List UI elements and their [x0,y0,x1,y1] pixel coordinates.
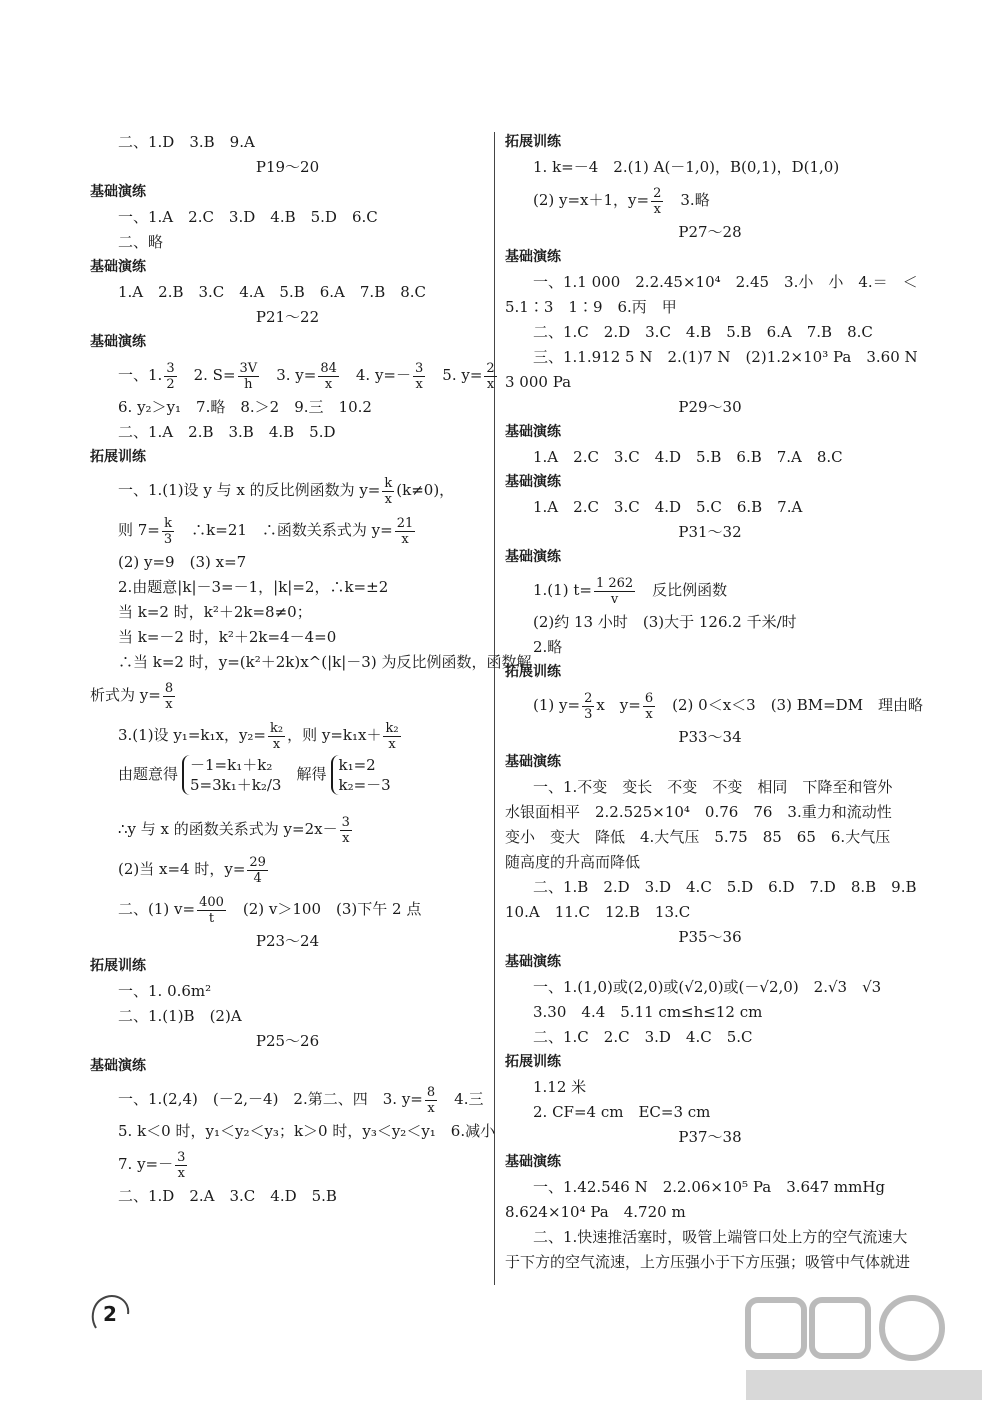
watermark-logo [740,1290,990,1405]
answer-line: 一、1. 0.6m² [118,982,212,1000]
answer-line: 1.A 2.C 3.C 4.D 5.C 6.B 7.A [533,498,803,516]
answer-line: 二、1.D 3.B 9.A [118,133,255,151]
section-heading: 拓展训练 [505,134,561,150]
answer-line: 二、(1) v= $\frac{400}{t}$ (2) v＞100 (3)下午 2 点 [118,894,422,926]
section-heading: 拓展训练 [505,1054,561,1070]
fraction: $\frac{2}{3}$ [584,690,593,722]
answer-line: 二、1.D 2.A 3.C 4.D 5.B [118,1187,337,1205]
fraction: $\frac{3}{2}$ [166,360,175,392]
answer-line: 则 7= $\frac{k}{3}$ ∴k=21 ∴函数关系式为 y= $\frac{21}{x}$ [118,515,414,547]
equation-system: －1=k₁＋k₂ 5=3k₁＋k₂/3 [182,755,281,795]
section-heading: 基础演练 [505,474,561,490]
answer-line: 二、1.C 2.C 3.D 4.C 5.C [533,1028,753,1046]
answer-line: 10.A 11.C 12.B 13.C [505,903,691,921]
fraction: $\frac{400}{t}$ [199,894,224,926]
answer-line: 1.A 2.B 3.C 4.A 5.B 6.A 7.B 8.C [118,283,427,301]
equation-system: k₁=2 k₂=－3 [331,755,391,795]
answer-line: 二、1.(1)B (2)A [118,1007,242,1025]
answer-line: 5. k＜0 时，y₁＜y₂＜y₃；k＞0 时，y₃＜y₂＜y₁ 6.减小 [118,1122,496,1140]
answer-line: 变小 变大 降低 4.大气压 5.75 85 65 6.大气压 [505,828,891,846]
answer-line: 1.A 2.C 3.C 4.D 5.B 6.B 7.A 8.C [533,448,843,466]
section-heading: 拓展训练 [90,958,146,974]
fraction: $\frac{k}{3}$ [163,515,173,547]
answer-line: 二、1.A 2.B 3.B 4.B 5.D [118,423,336,441]
answer-line: 一、1.不变 变长 不变 不变 相同 下降至和管外 [533,778,893,796]
answer-line: (2)约 13 小时 (3)大于 126.2 千米/时 [533,613,797,631]
answer-line: ∴当 k=2 时，y=(k²＋2k)x^(|k|－3) 为反比例函数，函数解 [118,653,532,671]
answer-line: 1. k=－4 2.(1) A(－1,0)，B(0,1)，D(1,0) [533,158,840,176]
answer-line: 一、1. $\frac{3}{2}$ 2. S= $\frac{3V}{h}$ 3. y= $\frac{84}{x}$ 4. y=－ $\frac{3}{x}$ 5. y= $\frac{2}{x}$ [118,360,495,392]
column-divider [494,132,495,1285]
section-heading: 基础演练 [505,754,561,770]
answer-line: 一、1.(2,4) (－2,－4) 2.第二、四 3. y= $\frac{8}{x}$ 4.三 [118,1084,484,1116]
section-heading: 基础演练 [505,424,561,440]
answer-line: (2) y=9 (3) x=7 [118,553,247,571]
fraction: $\frac{\text{k₂}}{x}$ [270,720,284,752]
fraction: $\frac{k}{x}$ [384,475,393,507]
answer-line: 2.略 [533,638,563,656]
answer-line: 6. y₂＞y₁ 7.略 8.＞2 9.三 10.2 [118,398,372,416]
answer-line: 3.30 4.4 5.11 cm≤h≤12 cm [533,1003,763,1021]
answer-line: 随高度的升高而降低 [505,853,641,871]
answer-line: 8.624×10⁴ Pa 4.720 m [505,1203,686,1221]
answer-line: 5.1∶3 1∶9 6.丙 甲 [505,298,677,316]
answer-line: 析式为 y= $\frac{8}{x}$ [90,680,174,712]
section-heading: 基础演练 [90,334,146,350]
right-column [505,130,924,1275]
fraction: $\frac{2}{x}$ [486,360,495,392]
answer-line: 一、1.(1,0)或(2,0)或(√2,0)或(－√2,0) 2.√3 √3 [533,978,882,996]
answer-line: 二、1.快速推活塞时，吸管上端管口处上方的空气流速大 [533,1228,908,1246]
fraction: $\frac{1 262}{v}$ [595,575,634,607]
answer-line: 水银面相平 2.2.525×10⁴ 0.76 76 3.重力和流动性 [505,803,892,821]
fraction: $\frac{3}{x}$ [341,814,350,846]
fraction: $\frac{6}{x}$ [644,690,654,722]
answer-line: (2)当 x=4 时，y= $\frac{29}{4}$ [118,854,266,886]
answer-line: 一、1.A 2.C 3.D 4.B 5.D 6.C [118,208,378,226]
answer-line: 于下方的空气流速，上方压强小于下方压强；吸管中气体就进 [505,1253,911,1271]
answer-line: 7. y=－ $\frac{3}{x}$ [118,1149,186,1181]
fraction: $\frac{29}{4}$ [249,854,266,886]
answer-line: 2. CF=4 cm EC=3 cm [533,1103,711,1121]
fraction: $\frac{84}{x}$ [320,360,337,392]
fraction: $\frac{8}{x}$ [164,680,174,712]
answer-line: 二、1.C 2.D 3.C 4.B 5.B 6.A 7.B 8.C [533,323,873,341]
page-range-heading: P33～34 [678,728,742,746]
page-range-heading: P35～36 [678,928,742,946]
page-range-heading: P25～26 [255,1032,320,1050]
answer-line: 3.(1)设 y₁=k₁x，y₂= $\frac{\text{k₂}}{x}$ ，则 y=k₁x＋ $\frac{\text{k₂}}{x}$ [118,720,399,752]
answer-line: 当 k=－2 时，k²＋2k=4－4=0 [118,628,337,646]
page-range-heading: P31～32 [678,523,742,541]
answer-line: 2.由题意|k|－3=－1，|k|=2，∴k=±2 [118,578,389,596]
section-heading: 拓展训练 [505,664,561,680]
section-heading: 基础演练 [505,954,561,970]
answer-line: 当 k=2 时，k²＋2k=8≠0； [118,603,312,621]
page-range-heading: P19～20 [255,158,320,176]
section-heading: 拓展训练 [90,449,146,465]
page-range-heading: P29～30 [678,398,742,416]
answer-line: 二、略 [118,233,164,251]
fraction: $\frac{2}{x}$ [653,185,662,217]
section-heading: 基础演练 [90,259,146,275]
answer-line: (1) y= $\frac{2}{3}$ x y= $\frac{6}{x}$ (2) 0＜x＜3 (3) BM=DM 理由略 [533,690,924,722]
section-heading: 基础演练 [90,184,146,200]
answer-line: 1.12 米 [533,1078,587,1096]
section-heading: 基础演练 [505,1154,561,1170]
answer-line: 1.(1) t= $\frac{1 262}{v}$ 反比例函数 [533,575,728,607]
section-heading: 基础演练 [505,549,561,565]
answer-line: 由题意得 －1=k₁＋k₂ 5=3k₁＋k₂/3 解得 k₁=2 k₂=－3 [118,756,391,794]
fraction: $\frac{3}{x}$ [415,360,424,392]
fraction: $\frac{3V}{h}$ [239,360,258,392]
answer-line: 3 000 Pa [505,373,572,391]
page-range-heading: P21～22 [255,308,320,326]
answer-line: 一、1.1 000 2.2.45×10⁴ 2.45 3.小 小 4.＝ ＜ [533,273,918,291]
page-number: 2 [103,1302,117,1326]
section-heading: 基础演练 [505,249,561,265]
page-range-heading: P37～38 [678,1128,742,1146]
answer-line: 一、1.42.546 N 2.2.06×10⁵ Pa 3.647 mmHg [533,1178,886,1196]
answer-line: 一、1.(1)设 y 与 x 的反比例函数为 y= $\frac{k}{x}$ (k≠0)， [118,475,455,507]
page-range-heading: P23～24 [255,932,320,950]
answer-line: (2) y=x＋1，y= $\frac{2}{x}$ 3.略 [533,185,710,217]
answer-line: ∴y 与 x 的函数关系式为 y=2x－ $\frac{3}{x}$ [118,814,350,846]
page-range-heading: P27～28 [678,223,742,241]
section-heading: 基础演练 [90,1058,146,1074]
fraction: $\frac{3}{x}$ [177,1149,186,1181]
left-column [90,130,532,1209]
answer-line: 二、1.B 2.D 3.D 4.C 5.D 6.D 7.D 8.B 9.B [533,878,917,896]
fraction: $\frac{\text{k₂}}{x}$ [385,720,399,752]
fraction: $\frac{21}{x}$ [396,515,414,547]
fraction: $\frac{8}{x}$ [426,1084,436,1116]
answer-line: 三、1.1.912 5 N 2.(1)7 N (2)1.2×10³ Pa 3.60 N [533,348,918,366]
watermark-logo-icon [746,1298,982,1400]
